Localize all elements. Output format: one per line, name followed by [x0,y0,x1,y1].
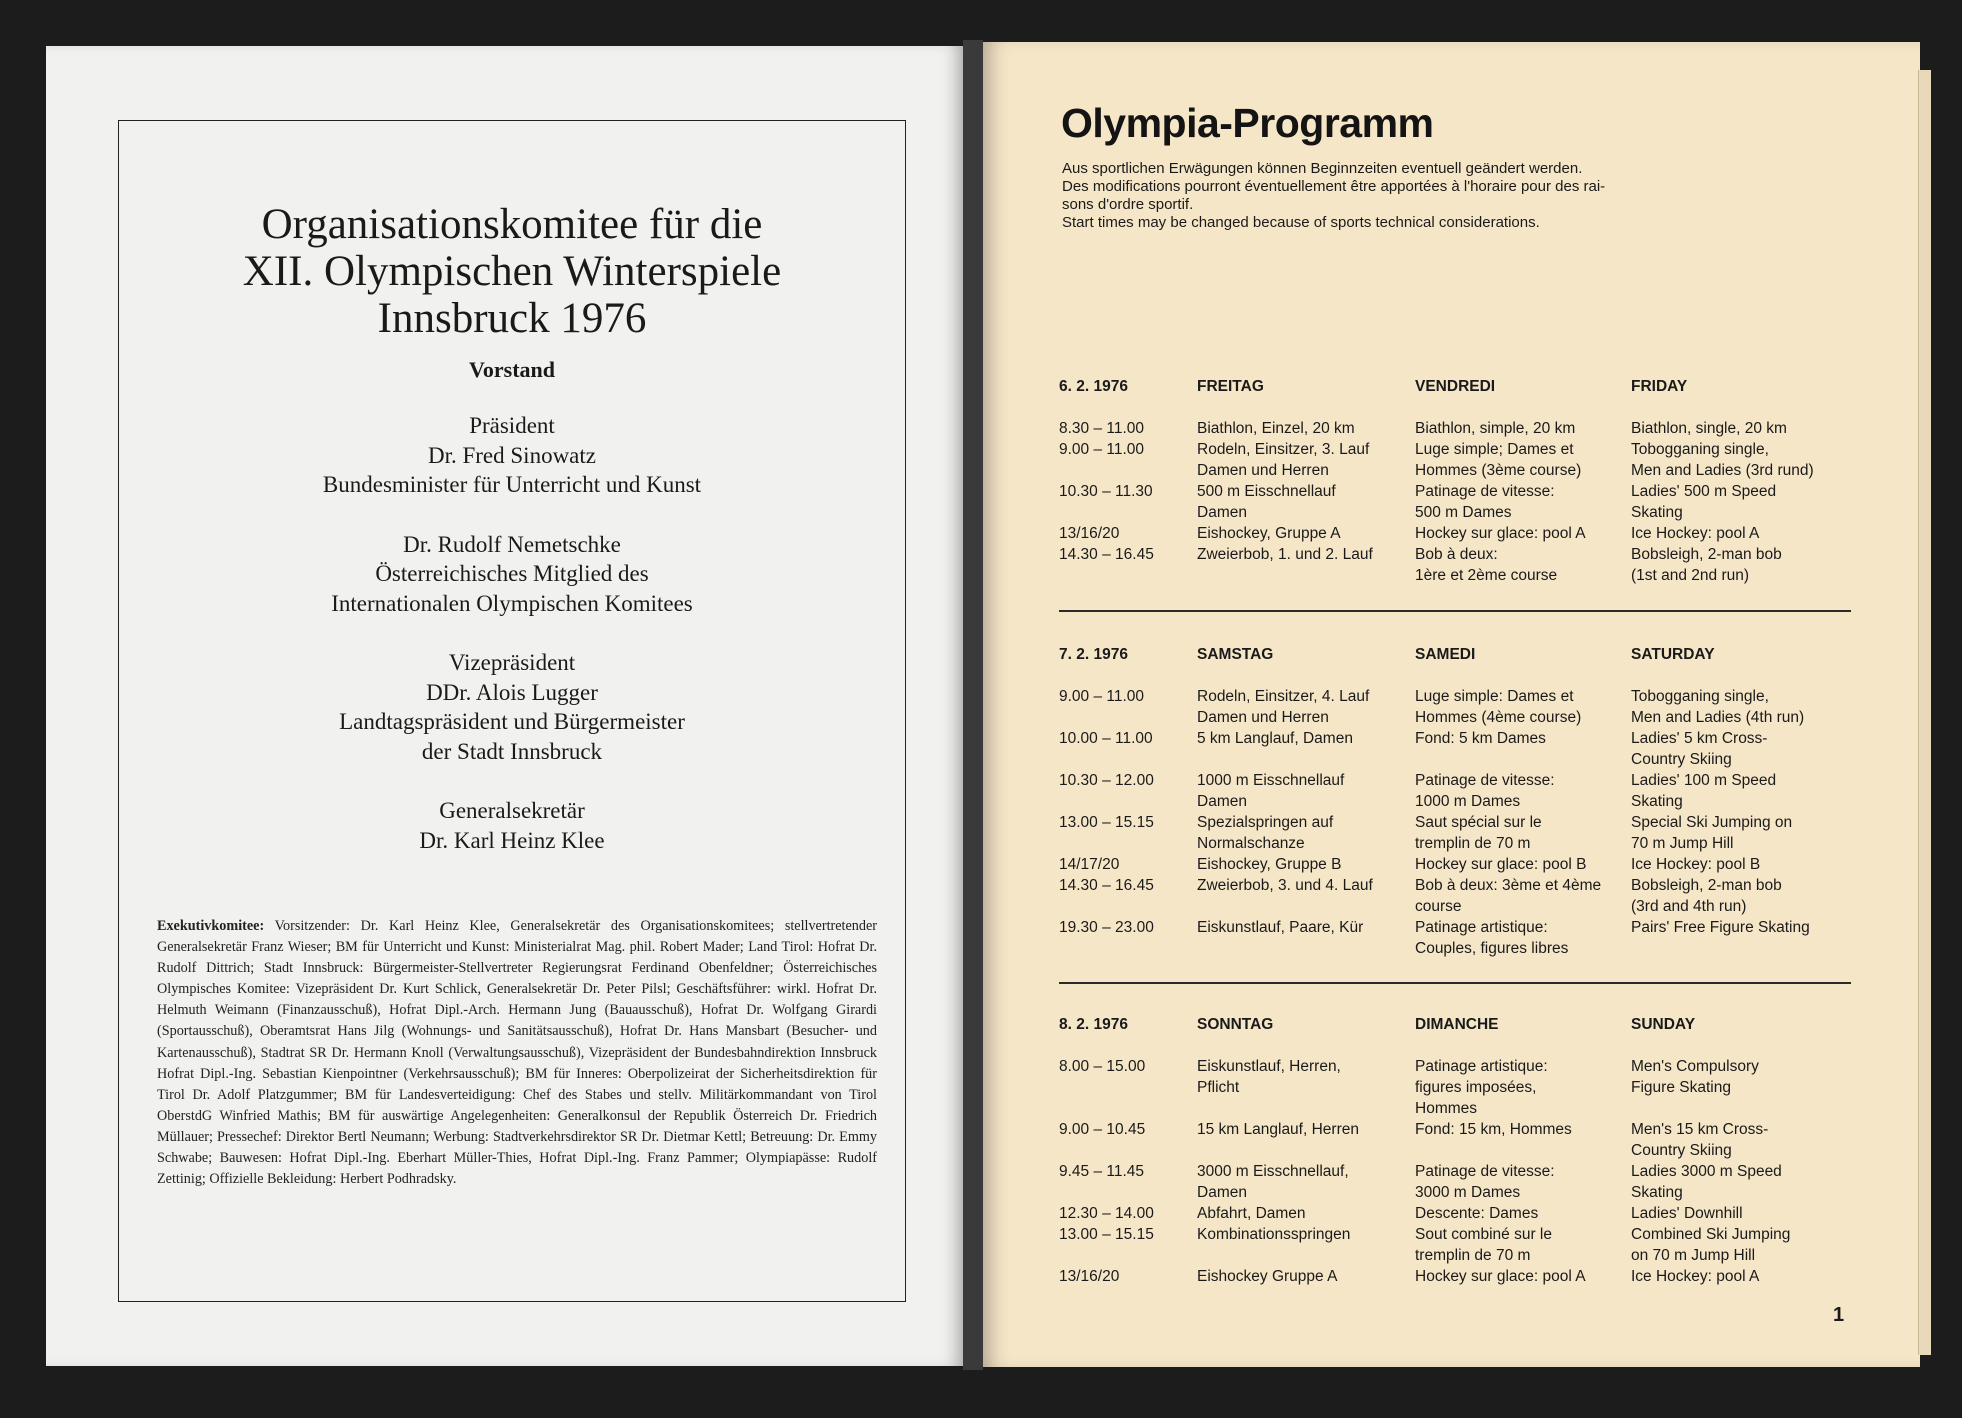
event-en: Bobsleigh, 2-man bob (3rd and 4th run) [1631,877,1782,915]
event-fr: Luge simple; Dames et Hommes (3ème course) [1415,441,1582,479]
event-en: Ladies' 5 km Cross- Country Skiing [1631,730,1768,768]
title-line: XII. Olympischen Winterspiele [242,248,782,295]
officer-block-praesident [119,411,905,500]
day-name-de: FREITAG [1197,378,1264,395]
note-line: Des modifications pourront éventuellement être apportées à l'horaire pour des rai- [1062,178,1606,195]
day-divider [1059,610,1851,612]
event-row [1059,917,1859,959]
officers-list [119,411,905,885]
event-time: 9.45 – 11.45 [1059,1163,1145,1180]
officer-line: Österreichisches Mitglied des [375,561,649,586]
event-fr: Patinage de vitesse: 500 m Dames [1415,483,1555,521]
event-row [1059,439,1859,481]
event-de: Spezialspringen auf Normalschanze [1197,814,1334,852]
note-line: sons d'ordre sportif. [1062,196,1194,213]
day-name-fr: DIMANCHE [1415,1016,1499,1033]
event-time: 10.30 – 12.00 [1059,772,1154,789]
event-de: 5 km Langlauf, Damen [1197,730,1353,747]
event-fr: Saut spécial sur le tremplin de 70 m [1415,814,1542,852]
event-time: 10.00 – 11.00 [1059,730,1153,747]
event-time: 13/16/20 [1059,525,1120,542]
book-spine [963,40,983,1370]
event-en: Ice Hockey: pool A [1631,1268,1760,1285]
program-title: Olympia-Programm [1061,100,1434,146]
event-en: Ladies' 500 m Speed Skating [1631,483,1777,521]
event-time: 12.30 – 14.00 [1059,1205,1154,1222]
event-en: Men's 15 km Cross- Country Skiing [1631,1121,1769,1159]
event-time: 9.00 – 10.45 [1059,1121,1146,1138]
event-de: 1000 m Eisschnellauf Damen [1197,772,1345,810]
event-de: 500 m Eisschnellauf Damen [1197,483,1336,521]
note-line: Start times may be changed because of sports technical considerations. [1062,214,1540,231]
event-fr: Fond: 15 km, Hommes [1415,1121,1572,1138]
day-divider [1059,982,1851,984]
event-en: Tobogganing single, Men and Ladies (3rd rund) [1631,441,1814,479]
event-en: Tobogganing single, Men and Ladies (4th run) [1631,688,1805,726]
event-de: 3000 m Eisschnellauf, Damen [1197,1163,1349,1201]
event-de: Kombinationsspringen [1197,1226,1351,1243]
event-row [1059,770,1859,812]
day-date: 7. 2. 1976 [1059,646,1128,663]
schedule-day [1059,1016,1859,1287]
event-row [1059,418,1859,439]
event-row [1059,686,1859,728]
officer-line: Vizepräsident [448,650,576,675]
officer-line: Bundesminister für Unterricht und Kunst [322,472,702,497]
page-edge [1918,70,1931,1355]
event-time: 19.30 – 23.00 [1059,919,1154,936]
event-row [1059,481,1859,523]
event-time: 13/16/20 [1059,1268,1120,1285]
schedule-day [1059,646,1859,959]
day-date: 6. 2. 1976 [1059,378,1128,395]
event-time: 13.00 – 15.15 [1059,814,1154,831]
officer-line: DDr. Alois Lugger [426,679,598,705]
event-en: Ladies' Downhill [1631,1205,1743,1222]
exec-label: Exekutivkomitee: [157,918,265,934]
event-de: Rodeln, Einsitzer, 3. Lauf Damen und Herren [1197,441,1370,479]
event-fr: Sout combiné sur le tremplin de 70 m [1415,1226,1552,1264]
event-fr: Descente: Dames [1415,1205,1539,1222]
event-fr: Patinage artistique: Couples, figures libres [1415,919,1569,957]
day-name-en: SUNDAY [1631,1016,1696,1033]
schedule-day [1059,378,1859,586]
event-time: 13.00 – 15.15 [1059,1226,1154,1243]
event-row [1059,544,1859,586]
event-en: Ice Hockey: pool A [1631,525,1760,542]
event-time: 8.30 – 11.00 [1059,420,1145,437]
event-row [1059,728,1859,770]
event-row [1059,854,1859,875]
event-fr: Luge simple: Dames et Hommes (4ème course) [1415,688,1582,726]
event-en: Ice Hockey: pool B [1631,856,1761,873]
exec-text: Vorsitzender: Dr. Karl Heinz Klee, Generalsekretär des Organisationskomitees; stellvertretender Generalsekretär Franz Wieser; BM für Unterricht und Kunst: Ministerialrat Mag. phil. Robert Mader; Land Tirol: Hofrat Dr. Rudolf Dittrich; Stadt Innsbruck: Bürgermeister-Stellvertreter Regierungsrat Ferdinand Obenfeldner; Österreichisches Olympisches Komitee: Vizepräsident Dr. Kurt Schlick, Generalsekretär Dr. Peter Pilsl; Geschäftsführer: wirkl. Hofrat Dr. Helmuth Weimann (Finanzausschuß), Hofrat Dipl.-Arch. Hermann Jung (Bauausschuß), Hofrat Dr. Wolfgang Girardi (Sportausschuß), Oberamtsrat Hans Jilg (Wohnungs- und Sanitätsausschuß), Hofrat Dr. Hans Mansbart (Besucher- und Kartenausschuß), Stadtrat SR Dr. Hermann Knoll (Verwaltungsausschuß), Vizepräsident der Bundesbahndirektion Innsbruck Hofrat Dipl.-Ing. Sebastian Kienpointner (Verkehrsausschuß); BM für Inneres: Oberpolizeirat der Sicherheitsdirektion für Tirol Dr. Adolf Platzgummer; BM für Landesverteidigung: Chef des Stabes und stellv. Militärkommandant von Tirol OberstdG Winfried Mathis; BM für auswärtige Angelegenheiten: Generalkonsul der Republik Österreich Dr. Friedrich Müllauer; Pressechef: Direktor Bertl Neumann; Werbung: Stadtverkehrsdirektor SR Dr. Dietmar Kettl; Betreuung: Dr. Emmy Schwabe; Bauwesen: Hofrat Dipl.-Ing. Eberhart Müller-Thies, Hofrat Dipl.-Ing. Franz Pammer; Olympiapässe: Rudolf Zettinig; Offizielle Bekleidung: Herbert Podhradsky. [157,918,877,1188]
event-time: 9.00 – 11.00 [1059,441,1145,458]
event-de: Abfahrt, Damen [1197,1205,1306,1222]
event-row [1059,1266,1859,1287]
event-fr: Patinage artistique: figures imposées, Hommes [1415,1058,1548,1117]
event-de: Eiskunstlauf, Paare, Kür [1197,919,1364,936]
event-de: 15 km Langlauf, Herren [1197,1121,1359,1138]
event-de: Eiskunstlauf, Herren, Pflicht [1197,1058,1341,1096]
officer-line: Dr. Karl Heinz Klee [419,827,605,853]
event-row [1059,1119,1859,1161]
committee-title [119,201,905,342]
event-fr: Hockey sur glace: pool A [1415,1268,1586,1285]
event-de: Eishockey Gruppe A [1197,1268,1338,1285]
day-name-de: SAMSTAG [1197,646,1274,663]
note-line: Aus sportlichen Erwägungen können Beginnzeiten eventuell geändert werden. [1062,160,1583,177]
right-page [983,42,1920,1367]
event-time: 9.00 – 11.00 [1059,688,1145,705]
event-row [1059,875,1859,917]
event-fr: Biathlon, simple, 20 km [1415,420,1576,437]
event-de: Biathlon, Einzel, 20 km [1197,420,1355,437]
event-time: 8.00 – 15.00 [1059,1058,1146,1075]
event-fr: Fond: 5 km Dames [1415,730,1546,747]
schedule-notes [1062,160,1802,232]
event-time: 10.30 – 11.30 [1059,483,1153,500]
event-en: Biathlon, single, 20 km [1631,420,1787,437]
event-de: Zweierbob, 3. und 4. Lauf [1197,877,1373,894]
event-fr: Patinage de vitesse: 1000 m Dames [1415,772,1555,810]
event-en: Bobsleigh, 2-man bob (1st and 2nd run) [1631,546,1782,584]
event-en: Special Ski Jumping on 70 m Jump Hill [1631,814,1793,852]
title-line: Organisationskomitee für die [261,201,763,248]
day-name-en: SATURDAY [1631,646,1715,663]
event-row [1059,523,1859,544]
officer-line: Präsident [469,413,555,438]
event-en: Ladies 3000 m Speed Skating [1631,1163,1782,1201]
event-row [1059,1203,1859,1224]
event-fr: Bob à deux: 3ème et 4ème course [1415,877,1602,915]
day-header [1059,1016,1859,1056]
event-row [1059,1056,1859,1119]
officer-line: Landtagspräsident und Bürgermeister [339,709,685,734]
day-header [1059,646,1859,686]
event-en: Combined Ski Jumping on 70 m Jump Hill [1631,1226,1791,1264]
event-row [1059,1224,1859,1266]
event-time: 14/17/20 [1059,856,1120,873]
event-time: 14.30 – 16.45 [1059,546,1154,563]
officer-block-vizepraesident [119,648,905,766]
officer-block-generalsekretaer [119,796,905,855]
day-name-fr: VENDREDI [1415,378,1496,395]
officer-line: Dr. Rudolf Nemetschke [403,531,621,557]
officer-line: Generalsekretär [439,798,585,823]
event-de: Rodeln, Einsitzer, 4. Lauf Damen und Herren [1197,688,1370,726]
page-number: 1 [1833,1304,1845,1326]
title-line: Innsbruck 1976 [377,295,647,342]
officer-line: Internationalen Olympischen Komitees [331,590,693,616]
event-fr: Bob à deux: 1ère et 2ème course [1415,546,1558,584]
section-heading-vorstand: Vorstand [469,357,555,382]
event-fr: Hockey sur glace: pool B [1415,856,1587,873]
day-name-fr: SAMEDI [1415,646,1476,663]
event-en: Ladies' 100 m Speed Skating [1631,772,1777,810]
officer-block-ioc-member [119,530,905,619]
left-page [46,46,963,1366]
event-de: Zweierbob, 1. und 2. Lauf [1197,546,1373,563]
committee-frame [118,120,906,1302]
event-de: Eishockey, Gruppe A [1197,525,1341,542]
event-row [1059,812,1859,854]
day-name-en: FRIDAY [1631,378,1688,395]
day-date: 8. 2. 1976 [1059,1016,1128,1033]
officer-line: Dr. Fred Sinowatz [427,442,596,468]
day-header [1059,378,1859,418]
event-row [1059,1161,1859,1203]
event-en: Pairs' Free Figure Skating [1631,919,1810,936]
event-fr: Hockey sur glace: pool A [1415,525,1586,542]
event-en: Men's Compulsory Figure Skating [1631,1058,1759,1096]
event-de: Eishockey, Gruppe B [1197,856,1342,873]
officer-line: der Stadt Innsbruck [421,738,603,764]
executive-committee-paragraph [157,916,877,1190]
event-fr: Patinage de vitesse: 3000 m Dames [1415,1163,1555,1201]
day-name-de: SONNTAG [1197,1016,1274,1033]
event-time: 14.30 – 16.45 [1059,877,1154,894]
